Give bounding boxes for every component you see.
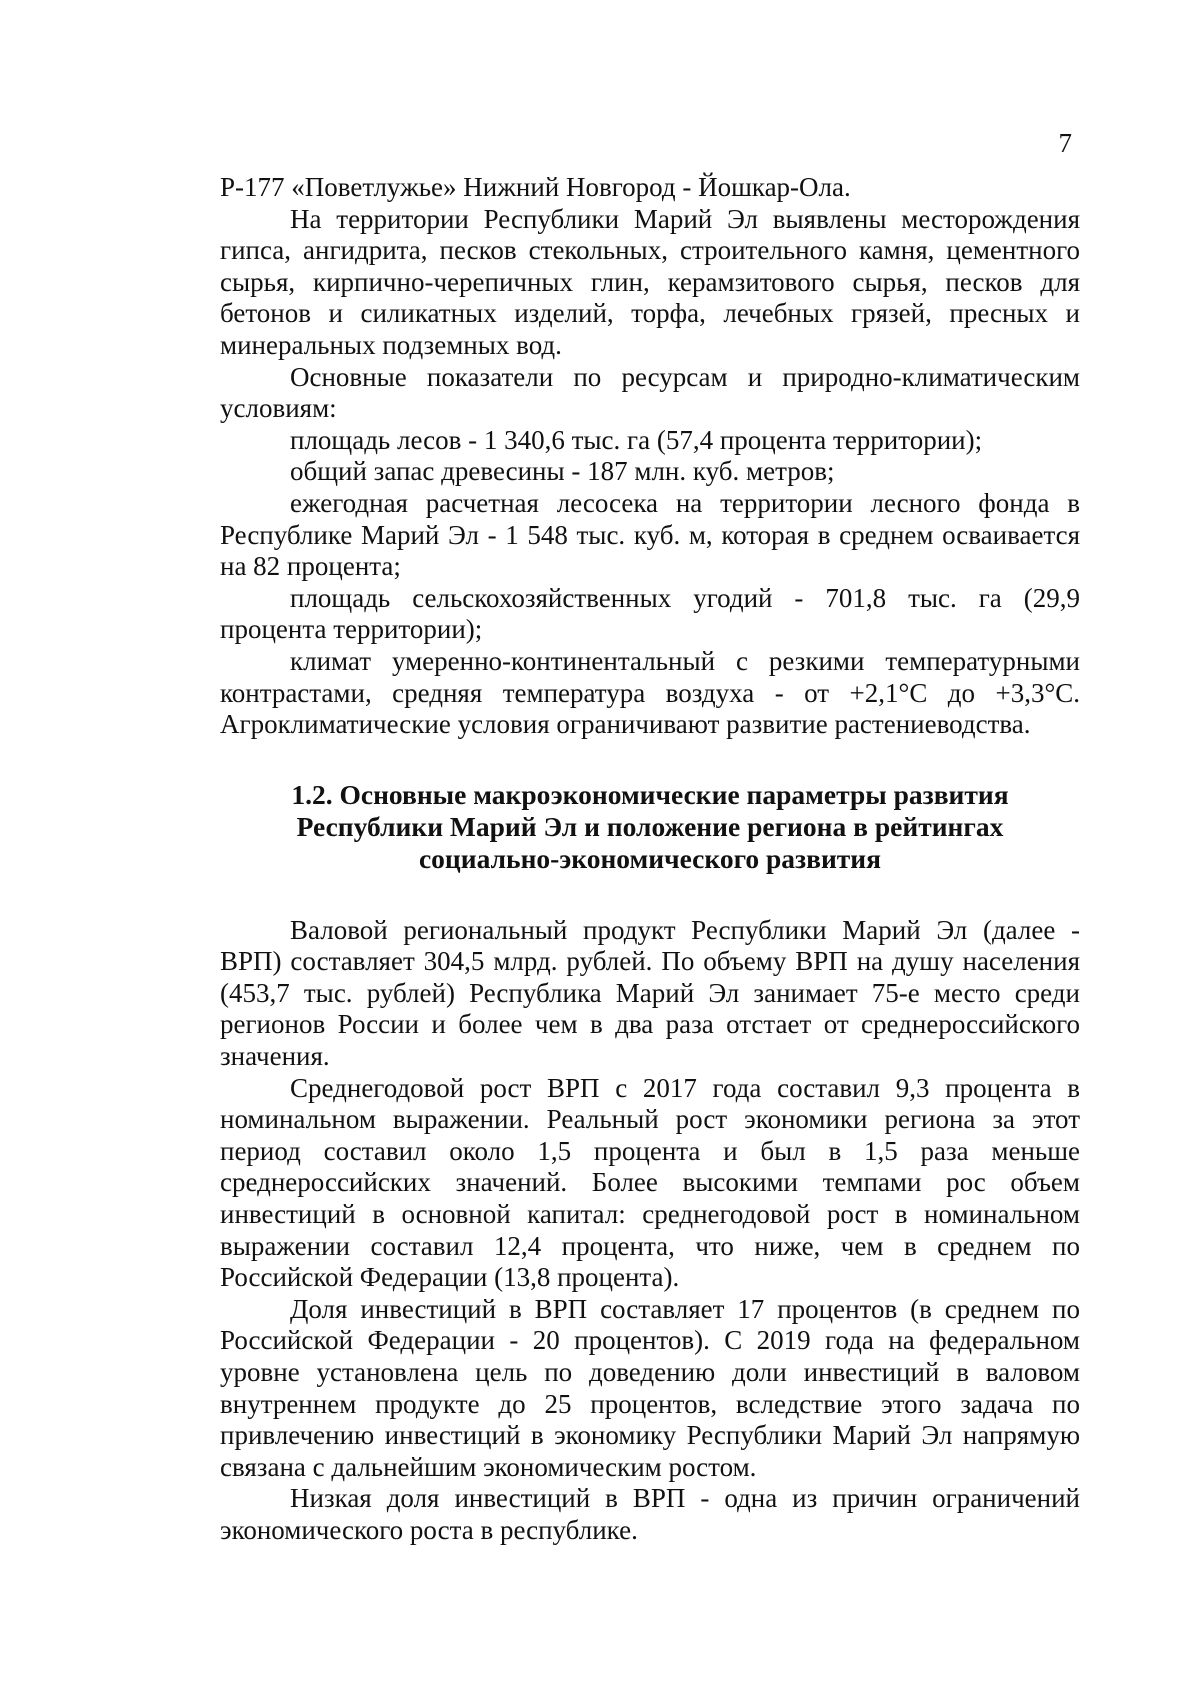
page-number: 7 — [1058, 128, 1072, 158]
section-heading-line: Республики Марий Эл и положение региона в рейтингах — [296, 810, 1004, 842]
road-line: Р-177 «Поветлужье» Нижний Новгород - Йошкар-Ола. — [220, 172, 851, 202]
item-annual-cutting: ежегодная расчетная лесосека на территории лесного фонда в Республике Марий Эл - 1 548 тыс. куб. м, которая в среднем осваивается на 82 процента; — [220, 487, 1080, 582]
section-heading — [220, 779, 1080, 875]
item-timber-stock: общий запас древесины - 187 млн. куб. метров; — [290, 456, 835, 487]
document-body — [220, 172, 1080, 1547]
paragraph-growth: Среднегодовой рост ВРП с 2017 года составил 9,3 процента в номинальном выражении. Реальный рост экономики региона за этот период составил около 1,5 процента и был в 1,5 раза меньше среднероссийских значений. Более высокими темпами рос объем инвестиций в основной капитал: среднегодовой рост в номинальном выражении составил 12,4 процента, что ниже, чем в среднем по Российской Федерации (13,8 процента). — [220, 1072, 1080, 1293]
section-heading-line: 1.2. Основные макроэкономические параметры развития — [291, 778, 1009, 810]
paragraph-investment-share: Доля инвестиций в ВРП составляет 17 процентов (в среднем по Российской Федерации - 20 процентов). С 2019 года на федеральном уровне установлена цель по доведению доли инвестиций в валовом внутреннем продукте до 25 процентов, вследствие этого задача по привлечению инвестиций в экономику Республики Марий Эл напрямую связана с дальнейшим экономическим ростом. — [220, 1293, 1080, 1482]
section-heading-line: социально-экономического развития — [418, 842, 882, 874]
item-agricultural-land: площадь сельскохозяйственных угодий - 701,8 тыс. га (29,9 процента территории); — [220, 582, 1080, 645]
paragraph-grp: Валовой региональный продукт Республики Марий Эл (далее - ВРП) составляет 304,5 млрд. рублей. По объему ВРП на душу населения (453,7 тыс. рублей) Республика Марий Эл занимает 75-е место среди регионов России и более чем в два раза отстает от среднероссийского значения. — [220, 914, 1080, 1072]
item-climate: климат умеренно-континентальный с резкими температурными контрастами, средняя температура воздуха - от +2,1°С до +3,3°С. Агроклиматические условия ограничивают развитие растениеводства. — [220, 645, 1080, 740]
paragraph-deposits: На территории Республики Марий Эл выявлены месторождения гипса, ангидрита, песков стекольных, строительного камня, цементного сырья, кирпично-черепичных глин, керамзитового сырья, песков для бетонов и силикатных изделий, торфа, лечебных грязей, пресных и минеральных подземных вод. — [220, 203, 1080, 360]
paragraph-low-investment: Низкая доля инвестиций в ВРП - одна из причин ограничений экономического роста в республике. — [220, 1483, 1080, 1545]
paragraph-indicators-intro: Основные показатели по ресурсам и природно-климатическим условиям: — [220, 361, 1080, 424]
item-forest-area: площадь лесов - 1 340,6 тыс. га (57,4 процента территории); — [290, 424, 983, 455]
